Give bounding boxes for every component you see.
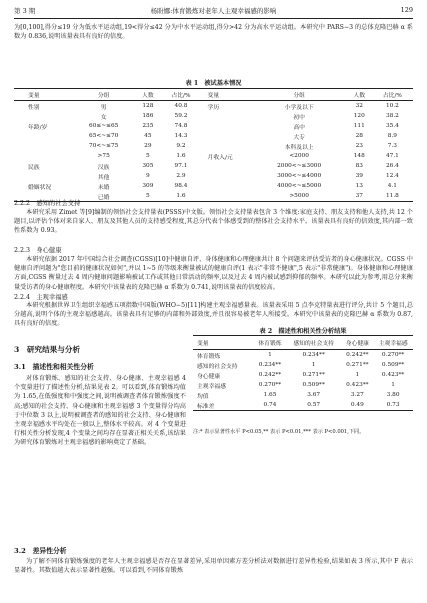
table2-header-cell: 体育锻炼 xyxy=(254,336,286,350)
table1-header-cell: 占比/% xyxy=(372,89,413,101)
table1-header-cell: 人数 xyxy=(347,89,372,101)
table1-cell: 35.4 xyxy=(385,123,399,129)
table1-row xyxy=(14,101,413,112)
table2-cell: 0.270** xyxy=(258,382,282,388)
heading-3: 3 研究结果与分析 xyxy=(14,345,81,354)
table1-cell: 47.1 xyxy=(385,153,399,159)
table1-row xyxy=(14,141,413,151)
table1-cell xyxy=(202,171,252,181)
table1-caption: 表 1 被试基本情况 xyxy=(185,80,242,87)
table1-cell xyxy=(202,141,252,151)
table2-cell: 3.67 xyxy=(307,392,321,398)
table1-cell: 235 xyxy=(142,123,154,129)
table1-cell: 13 xyxy=(355,183,363,189)
issue-label: 第 3 期 xyxy=(14,7,36,15)
table1-cell: 本科及以上 xyxy=(284,144,314,151)
table1-cell: 309 xyxy=(142,183,154,189)
heading-2-2-4: 2.2.4 主观幸福感 xyxy=(14,294,68,301)
sec-2-2-4-text: 本研究根据世界卫生组织幸福感五项指数中国版(WHO−5)[11]构建主观幸福感量表。该量表采用 5 点李克特量表进行评分,共计 5 个题目,总分越高,说明个体的主观幸福感越高。该量表具有足够的内部和外部效度,并且很容易被老年人所接受。本研究中该量表的克隆巴赫 α 系数为 0.87,具有良好的信度。 xyxy=(14,302,413,328)
table1-cell xyxy=(202,191,252,202)
table2-cell: 0.49 xyxy=(350,402,364,408)
table2-cell: 0.423** xyxy=(346,382,369,388)
table1-cell: 汉族 xyxy=(97,164,110,171)
table2-cell: 0.234** xyxy=(258,362,282,368)
table2-cell: 0.270** xyxy=(381,352,405,358)
table1-cell: 5 xyxy=(146,153,150,159)
sec-3-2-text: 为了解不同体育锻炼强度的老年人主观幸福感是否存在显著差异,采用单因素方差分析法对数据进行差异性检验,结果如表 3 所示,其中 F 表示显著性。其数值越大表示显著性越强。可以看到,不同体育锻炼 xyxy=(14,558,413,575)
table1-cell: 14.3 xyxy=(174,133,188,139)
table1-cell: 10.2 xyxy=(385,103,399,109)
table2-cell: 0.423** xyxy=(381,372,405,378)
table1-row xyxy=(14,161,413,171)
table1-cell: 性别 xyxy=(28,104,40,111)
table2-row xyxy=(193,390,413,400)
table2-row xyxy=(193,370,413,380)
intro-paragraph: 为[0,100],得分≤19 分为低水平运动组,19<得分≤42 分为中水平运动组,得分>42 分为高水平运动组。本研究中 PARS−3 的总体克隆巴赫 α 系数为 0.836,说明该量表具有良好的信度。 xyxy=(14,24,413,41)
table1-header-cell: 占比/% xyxy=(160,89,201,101)
table1-cell: 74.8 xyxy=(174,123,188,129)
table1-cell: 40.8 xyxy=(174,103,188,109)
table1-cell: 120 xyxy=(353,113,365,119)
table1-header-cell: 分组 xyxy=(252,89,347,101)
table1-cell: 45 xyxy=(144,133,152,139)
table2-cell: 0.242** xyxy=(258,372,282,378)
table1-cell xyxy=(202,161,252,171)
table1-row xyxy=(14,181,413,191)
table2-cell: 3.80 xyxy=(386,392,400,398)
table2-caption: 表 2 描述性和相关性分析结果 xyxy=(259,328,347,335)
table2-row xyxy=(193,400,413,411)
table2-row xyxy=(193,360,413,370)
table2-cell: 1 xyxy=(311,362,316,368)
table2-cell: 0.74 xyxy=(263,402,277,408)
table1-cell: 60≤~≤65 xyxy=(89,123,119,129)
table1-cell: 186 xyxy=(142,113,154,119)
table1-cell: 32 xyxy=(355,103,363,109)
table1-cell: 98.4 xyxy=(174,183,188,189)
table2-cell: 0.242** xyxy=(346,352,369,358)
table2-cell: 1 xyxy=(391,382,395,388)
table1-cell: 9 xyxy=(146,173,150,179)
table1-cell: 高中 xyxy=(293,124,305,131)
table1-cell: >5000 xyxy=(289,193,309,199)
heading-3-1: 3.1 描述性和相关性分析 xyxy=(14,363,94,371)
table2-cell: 0.509** xyxy=(302,382,325,388)
table1-cell: 4000<~≤5000 xyxy=(277,183,322,189)
table2-row xyxy=(193,350,413,361)
table1-cell: 已婚 xyxy=(97,194,110,201)
table1-cell: 148 xyxy=(353,153,365,159)
table1-row xyxy=(14,111,413,121)
table1-cell xyxy=(14,131,72,141)
heading-2-2-3: 2.2.3 身心健康 xyxy=(14,247,62,254)
table1-cell: 9.2 xyxy=(176,143,186,149)
table1-row xyxy=(14,131,413,141)
table1-cell: 11.8 xyxy=(385,193,399,199)
table1-header-cell: 变量 xyxy=(202,89,252,101)
table1-cell xyxy=(202,181,252,191)
table1-cell: 38.2 xyxy=(385,113,399,119)
table2-cell: 0.57 xyxy=(307,402,321,408)
table1 xyxy=(14,88,413,202)
page-number: 129 xyxy=(400,6,413,14)
table1-cell: <2000 xyxy=(289,153,309,159)
table1-cell xyxy=(202,111,252,121)
table2-row xyxy=(193,380,413,390)
table1-cell: 小学及以下 xyxy=(284,104,314,111)
table1-cell: 12.4 xyxy=(385,173,399,179)
table1-cell: 39 xyxy=(355,173,363,179)
table1-cell: 59.2 xyxy=(174,113,188,119)
table1-cell: 初中 xyxy=(293,114,305,121)
table1-header-cell: 人数 xyxy=(135,89,160,101)
table2-note: 注:* 表示显著性水平 P<0.05,** 表示 P<0.01,*** 表示 P<0.001,下同。 xyxy=(193,429,365,435)
table2-cell: 3.27 xyxy=(350,392,364,398)
running-title: 杨盼娜:体育锻炼对老年人主观幸福感的影响 xyxy=(150,7,277,15)
table1-cell: 26.4 xyxy=(385,163,399,169)
table1-cell xyxy=(14,111,72,121)
table1-cell: 学历 xyxy=(207,104,220,111)
table1-cell: 1.6 xyxy=(176,153,186,159)
table1-row xyxy=(14,121,413,131)
table1-cell: 婚姻状况 xyxy=(28,184,52,191)
heading-3-2: 3.2 差异性分析 xyxy=(14,547,67,555)
table1-cell: 女 xyxy=(100,114,107,121)
table1-cell: 97.1 xyxy=(174,163,188,169)
table1-cell: 29 xyxy=(144,143,152,149)
sec-3-1-text: 对体育锻炼、感知的社会支持、身心健康、主观幸福感 4 个变量进行了描述性分析,结果见表 2。可以看到,体育锻炼均值为 1.65,在低强度和中强度之间,说明被调查者体育锻炼强度不高;感知的社会支持、身心健康和主观幸福感 3 个变量得分均高于中位数 3 以上,说明被调查者的感知的社会支持、身心健康和主观幸福感水平均处在一般以上,整体水平较高。对 4 个变量进行相关性分析发现,4 个变量之间均存在显著正相关关系,该结果为研究体育锻炼对主观幸福感的影响奠定了基础。 xyxy=(14,375,186,447)
table1-cell: >75 xyxy=(97,153,110,159)
table1-cell: 其他 xyxy=(97,174,110,181)
table1-cell: 2000<~≤3000 xyxy=(277,163,322,169)
table2-cell: 0.234** xyxy=(302,352,325,358)
table2-cell: 0.509** xyxy=(381,362,405,368)
table1-cell: 37 xyxy=(355,193,363,199)
table2-cell: 1.65 xyxy=(263,392,277,398)
table1-cell: 8.9 xyxy=(387,133,398,139)
table1-cell: 3000<~≤4000 xyxy=(277,173,322,179)
table1-cell: 未婚 xyxy=(97,184,110,191)
table1-header-cell: 分组 xyxy=(72,89,135,101)
table2-cell: 体育锻炼 xyxy=(197,353,221,360)
table1-cell: 7.3 xyxy=(387,143,398,149)
table1-row xyxy=(14,171,413,181)
table1-cell xyxy=(202,121,252,131)
running-header xyxy=(14,6,413,18)
table1-header-cell: 变量 xyxy=(14,89,72,101)
table1-cell: 1.6 xyxy=(176,193,186,199)
table2-cell: 身心健康 xyxy=(197,373,221,380)
table2-cell: 标准差 xyxy=(197,403,215,410)
table2-header-cell: 身心健康 xyxy=(341,336,373,350)
table2-cell: 0.73 xyxy=(386,402,400,408)
table2-cell: 主观幸福感 xyxy=(197,383,226,390)
table1-cell: 民族 xyxy=(28,164,40,171)
sec-2-2-2-text: 本研究采用 Zimet 等[9]编制的领悟社会支持量表(PSSS)中文版。领悟社会支持量表包含 3 个维度:家庭支持、朋友支持和他人支持,共 12 个题目,以评估个体对来自家人、朋友及其他人员的支持感受程度,其总分代表个体感受到的整体社会支持水平。该量表具有良好的信效度,其内部一致性系数为 0.93。 xyxy=(14,209,413,235)
table2-cell: 0.271** xyxy=(346,362,369,368)
table1-cell xyxy=(14,171,72,181)
table1-cell: 128 xyxy=(142,103,154,109)
table1-cell: 4.1 xyxy=(387,183,398,189)
table2-header-cell: 感知的社会支持 xyxy=(286,336,342,350)
table2-header-cell: 主观幸福感 xyxy=(373,336,413,350)
table2 xyxy=(193,335,413,411)
table1-cell: 大专 xyxy=(293,134,305,141)
table1-cell: 305 xyxy=(142,163,154,169)
table2-cell: 1 xyxy=(268,352,272,358)
table1-cell xyxy=(202,131,252,141)
table1-cell: 2.9 xyxy=(176,173,186,179)
sec-2-2-3-text: 本研究依据 2017 年中国综合社会调查(CGSS)[10]中健康自评、身体健康和心理健康共计 8 个问题来评估受访者的身心健康状况。CGSS 中健康自评问题为"您目前的健康状况如何",并以 1~5 的等级来衡量被试的健康自评(1 表示"非常不健康",5 表示"非常健康")。身体健康和心理健康方面,CGSS 衡量过去 4 周内健康问题影响被试工作或其他日常活动的频率,以及过去 4 周内被试感到抑郁的频率。本研究以此为参考,用总分来衡量受访者的身心健康程度。本研究中该量表的克隆巴赫 α 系数为 0.741,说明该量表的信度较高。 xyxy=(14,256,413,291)
table2-cell: 0.271** xyxy=(302,372,325,378)
table2-cell: 均值 xyxy=(197,393,209,400)
table1-cell: 男 xyxy=(100,104,107,111)
table1-cell: 111 xyxy=(353,123,365,129)
table1-cell xyxy=(14,141,72,151)
table2-cell: 感知的社会支持 xyxy=(197,363,238,370)
table1-row xyxy=(14,151,413,161)
header-rule xyxy=(14,18,413,19)
table1-cell: 28 xyxy=(355,133,363,139)
table1-cell: 65<~≤70 xyxy=(89,133,119,139)
table1-cell: 83 xyxy=(355,163,363,169)
table2-header-cell: 变量 xyxy=(193,336,254,350)
table1-cell xyxy=(14,151,72,161)
heading-2-2-2: 2.2.2 感知的社会支持 xyxy=(14,200,81,207)
table2-cell: 1 xyxy=(355,372,360,378)
table1-cell: 23 xyxy=(355,143,363,149)
table1-cell: 70<~≤75 xyxy=(89,143,119,149)
table1-cell: 年龄/岁 xyxy=(28,124,48,131)
table1-cell: 5 xyxy=(146,193,150,199)
table1-cell: 月收入/元 xyxy=(207,154,233,161)
